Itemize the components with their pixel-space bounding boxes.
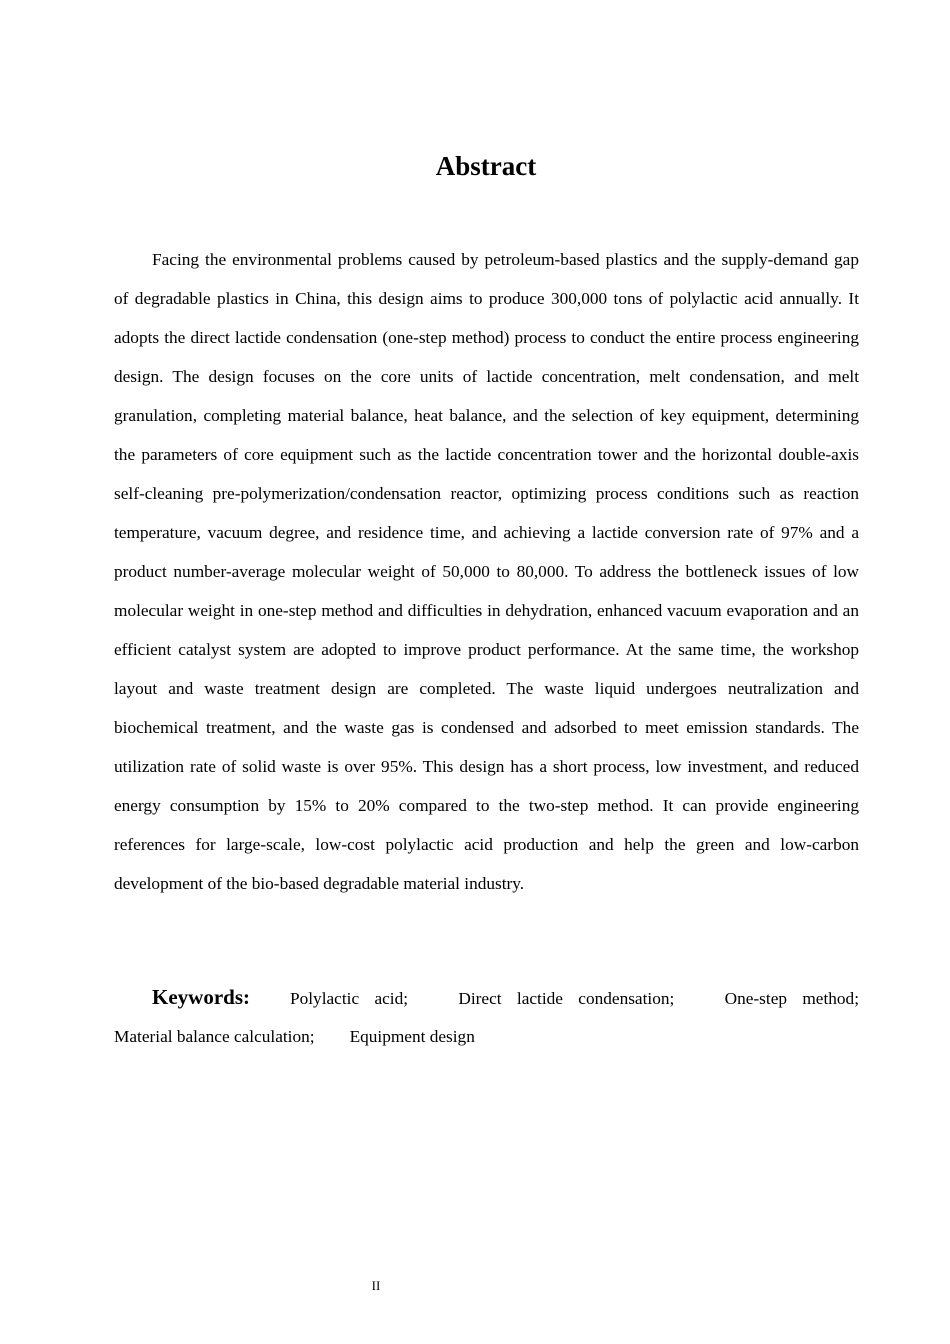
keyword-item: Polylactic acid; [290,989,409,1008]
abstract-body: Facing the environmental problems caused by petroleum-based plastics and the supply-demand gap of degradable plastics in China, this design aims to produce 300,000 tons of polylactic acid annually. It adopts the direct lactide condensation (one-step method) process to conduct the entire process engineering design. The design focuses on the core units of lactide concentration, melt condensation, and melt granulation, completing material balance, heat balance, and the selection of key equipment, determining the parameters of core equipment such as the lactide concentration tower and the horizontal double-axis self-cleaning pre-polymerization/condensation reactor, optimizing process conditions such as reaction temperature, vacuum degree, and residence time, and achieving a lactide conversion rate of 97% and a product number-average molecular weight of 50,000 to 80,000. To address the bottleneck issues of low molecular weight in one-step method and difficulties in dehydration, enhanced vacuum evaporation and an efficient catalyst system are adopted to improve product performance. At the same time, the workshop layout and waste treatment design are completed. The waste liquid undergoes neutralization and biochemical treatment, and the waste gas is condensed and adsorbed to meet emission standards. The utilization rate of solid waste is over 95%. This design has a short process, low investment, and reduced energy consumption by 15% to 20% compared to the two-step method. It can provide engineering references for large-scale, low-cost polylactic acid production and help the green and low-carbon development of the bio-based degradable material industry. [114,250,859,893]
keyword-item: Equipment design [349,1027,475,1046]
page-number: II [371,1278,381,1293]
keyword-item: Direct lactide condensation; [458,989,675,1008]
keyword-item: One-step method; [724,989,860,1008]
keywords-label: Keywords: [152,985,250,1009]
keyword-item: Material balance calculation; [114,1027,315,1046]
abstract-title: Abstract [435,151,537,181]
keywords-section [114,978,859,1056]
